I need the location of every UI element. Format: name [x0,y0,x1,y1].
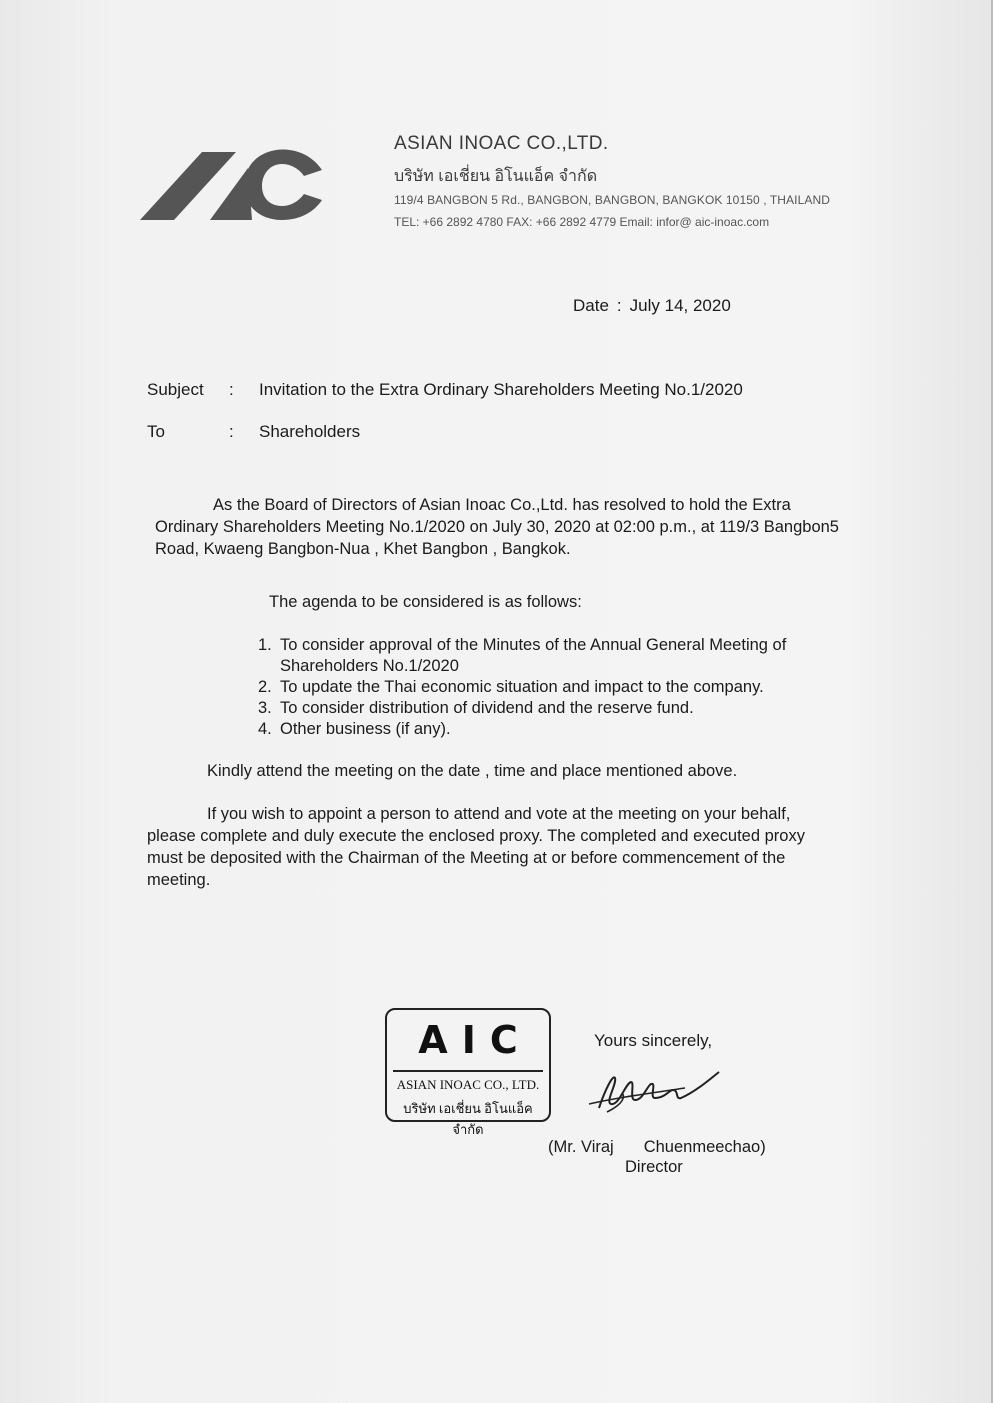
stamp-company-th: บริษัท เอเชี่ยน อิโนแอ็ค จำกัด [403,1101,533,1137]
company-name: ASIAN INOAC CO.,LTD. [394,133,609,154]
date-line: Date : July 14, 2020 [573,296,731,315]
company-address: 119/4 BANGBON 5 Rd., BANGBON, BANGBON, BANGKOK 10150 , THAILAND [394,193,831,207]
company-name-thai: บริษัท เอเชี่ยน อิโนแอ็ค จำกัด [394,168,598,185]
agenda-item-number: 3. [258,699,272,717]
agenda-item-text: Other business (if any). [280,720,451,738]
recipient-value: Shareholders [259,422,361,441]
proxy-paragraph [147,803,827,891]
recipient-label: To [147,422,165,441]
subject-value: Invitation to the Extra Ordinary Shareholders Meeting No.1/2020 [259,380,743,399]
signer-title: Director [625,1158,683,1176]
agenda-item-text: To consider approval of the Minutes of the Annual General Meeting of Shareholders No.1/2020 [280,636,787,675]
stamp-divider [393,1070,543,1072]
agenda-item-number: 4. [258,720,272,738]
company-logo [140,148,324,222]
agenda-item [258,635,848,677]
company-contact: TEL: +66 2892 4780 FAX: +66 2892 4779 Email: infor@ aic-inoac.com [394,215,770,229]
signer-name-last: Chuenmeechao) [643,1138,766,1156]
date-value: July 14, 2020 [629,296,731,315]
stamp-title: AIC [418,1018,532,1062]
subject-label: Subject [147,380,204,399]
proxy-text: If you wish to appoint a person to attend and vote at the meeting on your behalf, please complete and duly execute the enclosed proxy. The completed and executed proxy must be deposited with the Chairman of the Meeting at or before commencement of the meeting. [147,805,805,889]
agenda-item-number: 2. [258,678,272,696]
invitation-paragraph [155,494,845,560]
agenda-item-text: To consider distribution of dividend and the reserve fund. [280,699,694,717]
signer-name-first: (Mr. Viraj [548,1138,614,1156]
company-stamp [385,1008,551,1137]
attendance-request: Kindly attend the meeting on the date , time and place mentioned above. [207,762,738,780]
closing: Yours sincerely, [594,1031,713,1050]
signer-name [548,1138,766,1157]
agenda-item-text: To update the Thai economic situation and impact to the company. [280,678,764,696]
stamp-company-en: ASIAN INOAC CO., LTD. [396,1077,540,1092]
agenda-item-number: 1. [258,636,272,654]
date-label: Date [573,296,609,315]
agenda-item [258,698,848,719]
agenda-intro: The agenda to be considered is as follows: [269,593,582,611]
agenda-item [258,719,848,740]
invitation-text: As the Board of Directors of Asian Inoac Co.,Ltd. has resolved to hold the Extra Ordinary Shareholders Meeting No.1/2020 on July 30, 2020 at 02:00 p.m., at 119/3 Bangbon5 Road, Kwaeng Bangbon-Nua , Khet Bangbon , Bangkok. [155,496,839,558]
recipient-line: To : Shareholders [147,422,361,441]
agenda-item [258,677,848,698]
handwritten-signature [585,1060,725,1122]
subject-line: Subject : Invitation to the Extra Ordinary Shareholders Meeting No.1/2020 [147,380,743,399]
agenda-list [258,635,848,740]
